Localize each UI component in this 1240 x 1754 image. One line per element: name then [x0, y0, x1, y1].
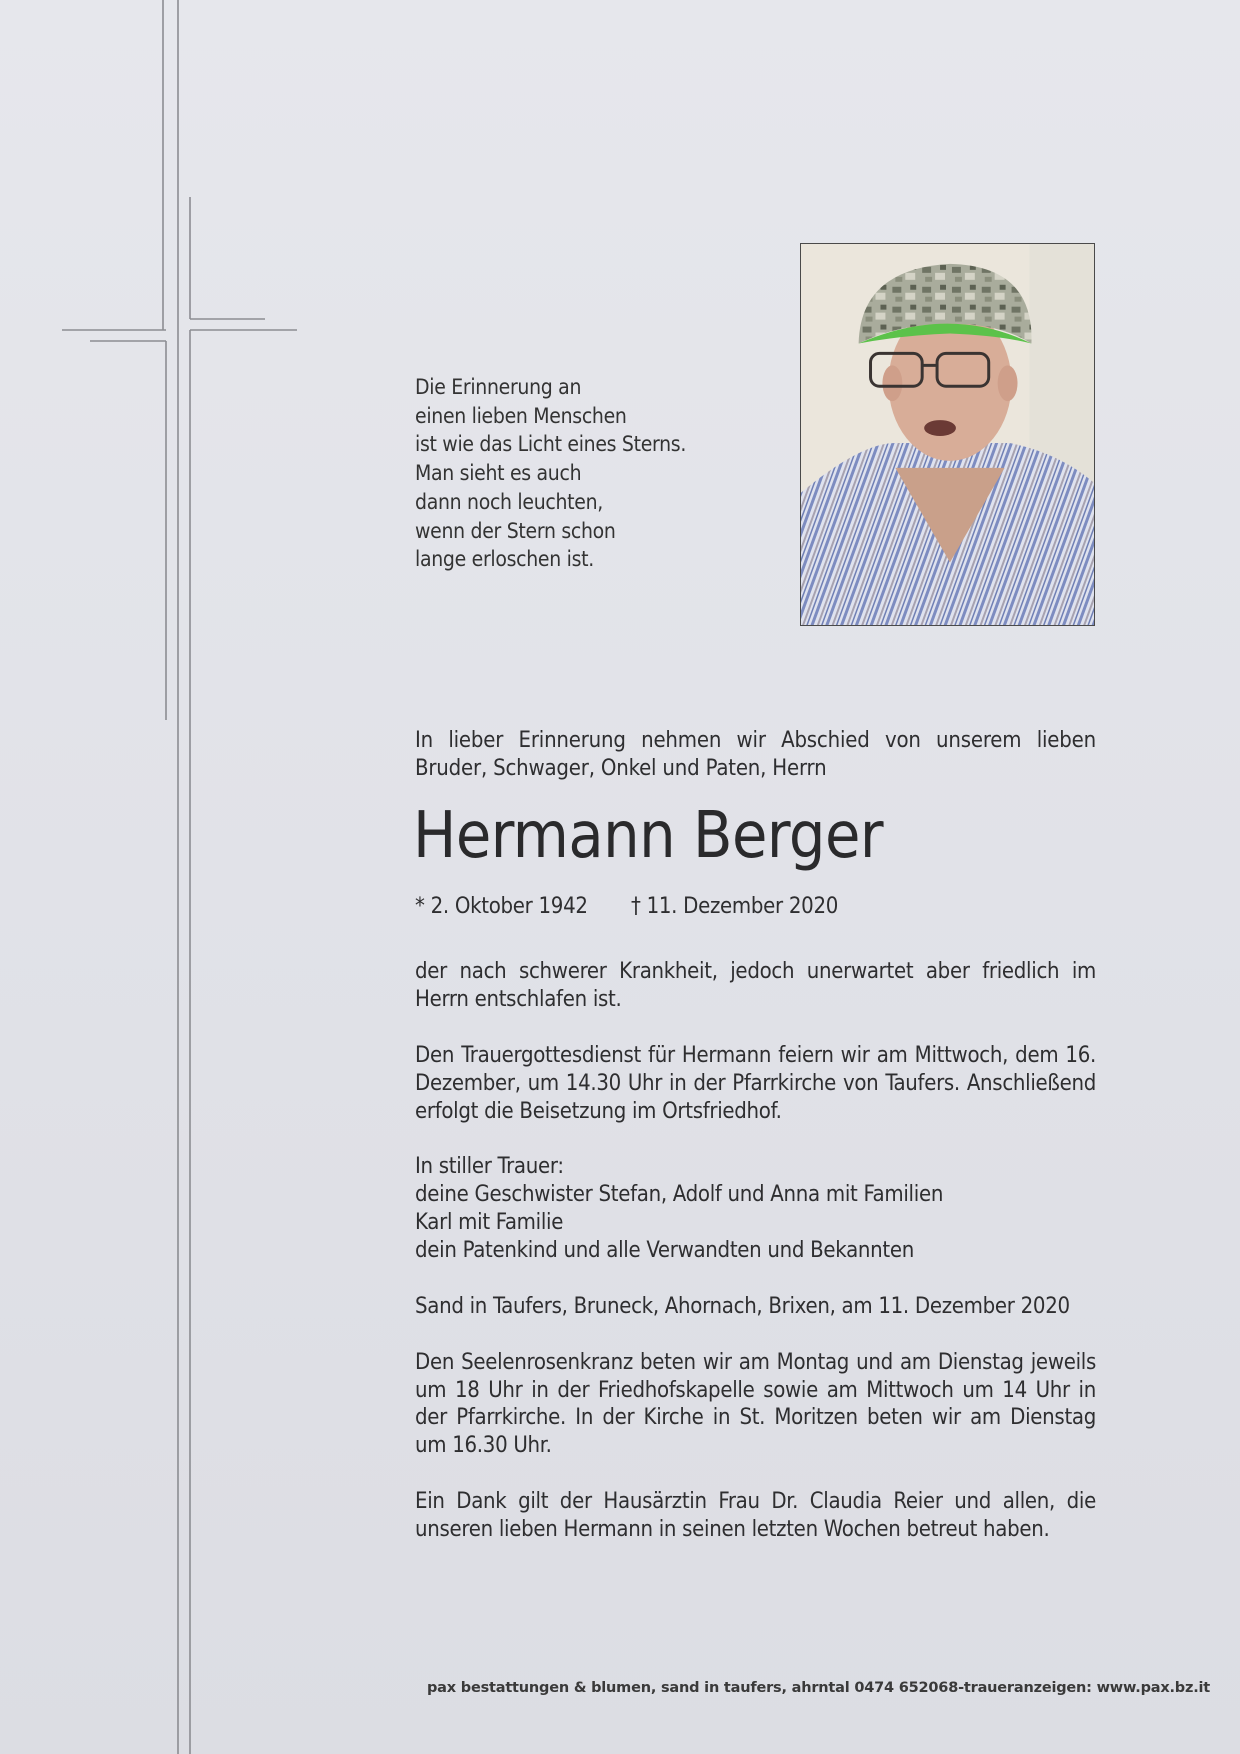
mourners-line: In stiller Trauer:: [415, 1154, 564, 1180]
footer-imprint: pax bestattungen & blumen, sand in taufers, ahrntal 0474 652068-traueranzeigen: www.pax.bz.it: [427, 1680, 1211, 1696]
mourners-line: dein Patenkind und alle Verwandten und Bekannten: [415, 1238, 914, 1264]
portrait-photo: [800, 243, 1095, 626]
memorial-quote: [415, 373, 735, 574]
thanks-paragraph: Ein Dank gilt der Hausärztin Frau Dr. Claudia Reier und allen, die unseren lieben Hermann in seinen letzten Wochen betreut haben.: [415, 1489, 1096, 1543]
birth-date: * 2. Oktober 1942: [415, 894, 588, 919]
mourners-line: Karl mit Familie: [415, 1210, 564, 1236]
funeral-paragraph: Den Trauergottesdienst für Hermann feiern wir am Mittwoch, dem 16. Dezember, um 14.30 Uhr in der Pfarrkirche von Taufers. Anschließend erfolgt die Beisetzung im Ortsfriedhof.: [415, 1042, 1096, 1124]
life-dates: [415, 893, 839, 921]
intro-text: In lieber Erinnerung nehmen wir Abschied von unserem lieben Bruder, Schwager, Onkel und Paten, Herrn: [415, 728, 1096, 781]
deceased-name: Hermann Berger: [413, 799, 884, 873]
portrait-illustration: [801, 244, 1094, 625]
notice-body: [415, 958, 1096, 1572]
rosary-paragraph: Den Seelenrosenkranz beten wir am Montag und am Dienstag jeweils um 18 Uhr in der Friedhofskapelle sowie am Mittwoch um 14 Uhr in der Pfarrkirche. In der Kirche in St. Moritzen beten wir am Dienstag um 16.30 Uhr.: [415, 1349, 1096, 1459]
quote-line: dann noch leuchten,: [415, 489, 603, 514]
mourners-line: deine Geschwister Stefan, Adolf und Anna mit Familien: [415, 1182, 944, 1208]
death-date: † 11. Dezember 2020: [631, 894, 839, 919]
quote-line: ist wie das Licht eines Sterns.: [415, 432, 687, 457]
quote-line: Die Erinnerung an: [415, 375, 582, 399]
quote-line: lange erloschen ist.: [415, 547, 594, 572]
cross-ornament: [0, 0, 320, 1754]
mourners-block: [415, 1153, 1096, 1265]
quote-line: wenn der Stern schon: [415, 518, 616, 543]
place-date-line: Sand in Taufers, Bruneck, Ahornach, Brixen, am 11. Dezember 2020: [415, 1293, 1070, 1319]
quote-line: Man sieht es auch: [415, 461, 582, 486]
passing-paragraph: der nach schwerer Krankheit, jedoch unerwartet aber friedlich im Herrn entschlafen ist.: [415, 959, 1096, 1012]
quote-line: einen lieben Menschen: [415, 403, 627, 428]
